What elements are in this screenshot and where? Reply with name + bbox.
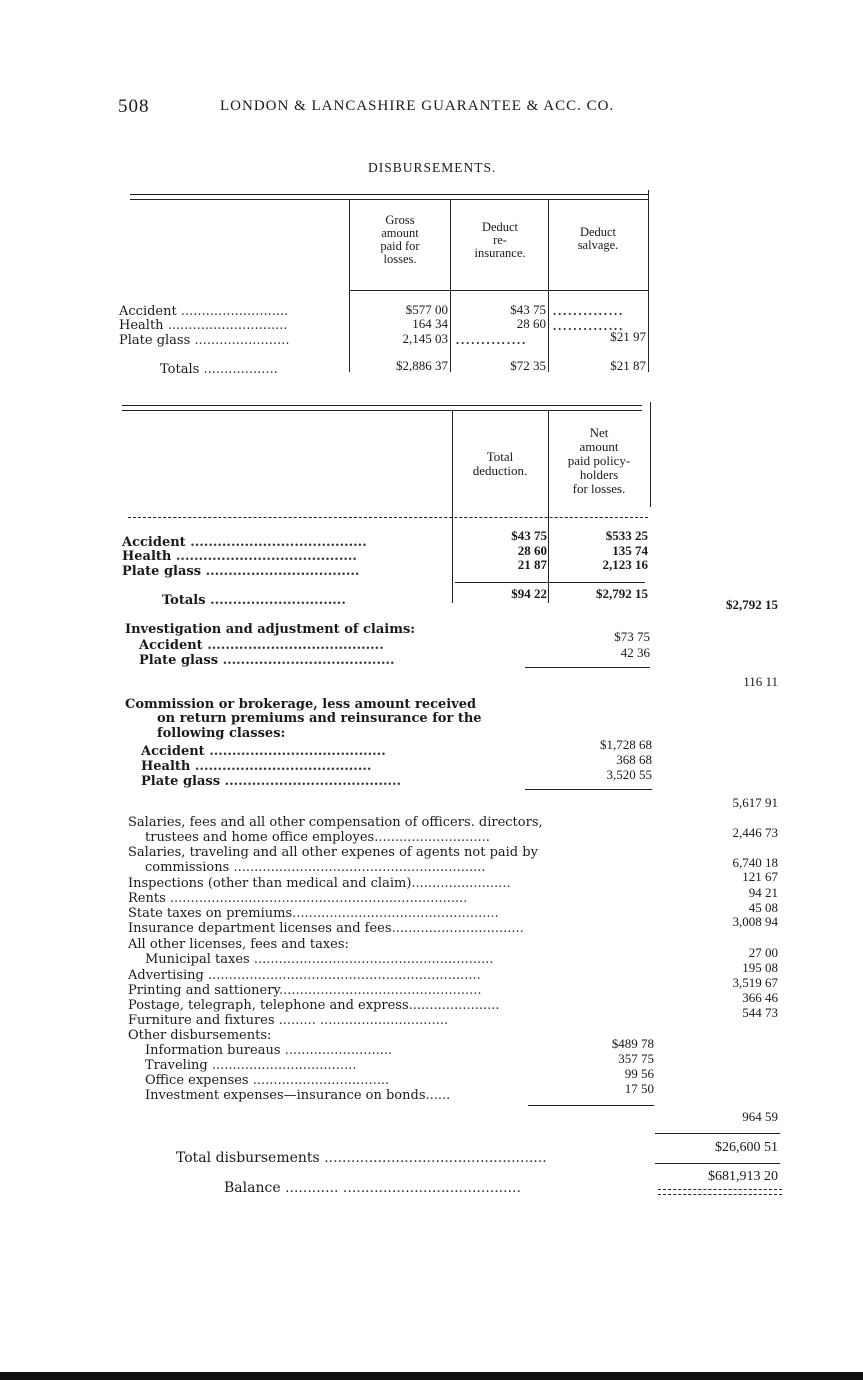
- section-heading: Investigation and adjustment of claims:: [125, 622, 416, 637]
- list-item-amount: $73 75: [614, 629, 650, 644]
- page-number: 508: [118, 96, 150, 117]
- col-salvage-header: Deduct salvage.: [577, 225, 619, 252]
- list-item-amount: 3,519 67: [732, 975, 778, 990]
- row-gross: 2,145 03: [402, 331, 448, 346]
- list-item-amount: 94 21: [748, 885, 778, 900]
- list-item-amount: 121 67: [742, 869, 778, 884]
- list-item: Printing and sattionery.................................................: [128, 983, 482, 998]
- list-item: State taxes on premiums..................................................: [128, 906, 499, 921]
- list-item: Municipal taxes ..........................................................: [145, 952, 494, 967]
- row-label: Accident .......................................: [122, 535, 367, 550]
- list-item-amount: 357 75: [618, 1051, 654, 1066]
- totals-net: $2,792 15: [596, 586, 648, 601]
- list-item-amount: 3,520 55: [606, 767, 652, 782]
- section-heading: following classes:: [157, 726, 286, 741]
- totals-gross: $2,886 37: [396, 358, 448, 373]
- row-label: Plate glass ..................................: [122, 564, 360, 579]
- list-item: Insurance department licenses and fees................................: [128, 921, 524, 936]
- list-item: Rents ........................................................................: [128, 891, 468, 906]
- section-heading: Other disbursements:: [128, 1028, 272, 1043]
- list-item-amount: 368 68: [616, 752, 652, 767]
- row-label: Health ........................................: [122, 549, 357, 564]
- list-item-amount: 2,446 73: [732, 825, 778, 840]
- list-item-amount: 42 36: [620, 645, 650, 660]
- section-total: 964 59: [742, 1109, 778, 1124]
- row-net: 135 74: [612, 543, 648, 558]
- list-item-amount: 45 08: [748, 900, 778, 915]
- list-item: Plate glass ......................................: [139, 653, 395, 668]
- row-salvage-leader: ..............: [552, 300, 624, 319]
- list-item: All other licenses, fees and taxes:: [128, 937, 349, 952]
- row-total: $43 75: [511, 528, 547, 543]
- list-item: Inspections (other than medical and claim)........................: [128, 876, 511, 891]
- list-item: Advertising ..................................................................: [128, 968, 481, 983]
- section-total: 116 11: [743, 674, 778, 689]
- row-reins-leader: ..............: [455, 329, 527, 348]
- balance-label: Balance ............ ........................................: [224, 1180, 521, 1196]
- totals-label: Totals ..............................: [162, 593, 346, 608]
- list-item: Accident .......................................: [139, 638, 384, 653]
- list-item: Plate glass .......................................: [141, 774, 402, 789]
- row-reins: $43 75: [510, 302, 546, 317]
- list-item: Salaries, fees and all other compensation of officers. directors,: [128, 815, 543, 830]
- list-item: Salaries, traveling and all other expenes of agents not paid by: [128, 845, 538, 860]
- list-item: Furniture and fixtures ......... ...............................: [128, 1013, 449, 1028]
- list-item-amount: 366 46: [742, 990, 778, 1005]
- list-item-cont: commissions .............................................................: [145, 860, 486, 875]
- row-gross: 164 34: [412, 316, 448, 331]
- row-salvage-leader: ..............: [552, 315, 624, 334]
- list-item-cont: trustees and home office employes............................: [145, 830, 490, 845]
- list-item: Health .......................................: [141, 759, 372, 774]
- section-heading: on return premiums and reinsurance for the: [157, 711, 482, 726]
- list-item-amount: 99 56: [624, 1066, 654, 1081]
- row-label: Health .............................: [119, 318, 288, 333]
- totals-total: $94 22: [511, 586, 547, 601]
- row-label: Plate glass .......................: [119, 333, 290, 348]
- list-item: Investment expenses—insurance on bonds......: [145, 1088, 451, 1103]
- running-title: LONDON & LANCASHIRE GUARANTEE & ACC. CO.: [220, 98, 615, 114]
- list-item-amount: 27 00: [748, 945, 778, 960]
- list-item-amount: $1,728 68: [600, 737, 652, 752]
- totals-reins: $72 35: [510, 358, 546, 373]
- list-item: Office expenses .................................: [145, 1073, 390, 1088]
- row-label: Accident ..........................: [119, 304, 289, 319]
- row-net: 2,123 16: [602, 557, 648, 572]
- row-total: 28 60: [517, 543, 547, 558]
- row-net: $533 25: [605, 528, 648, 543]
- section-title: DISBURSEMENTS.: [368, 160, 497, 175]
- list-item-amount: 3,008 94: [732, 914, 778, 929]
- col-total-deduction-header: Total deduction.: [472, 449, 528, 478]
- list-item: Information bureaus ..........................: [145, 1043, 393, 1058]
- row-gross: $577 00: [405, 302, 448, 317]
- total-disbursements-label: Total disbursements ..................................................: [176, 1150, 547, 1166]
- list-item-amount: 544 73: [742, 1005, 778, 1020]
- col-gross-header: Gross amount paid for losses.: [380, 213, 420, 266]
- list-item: Postage, telegraph, telephone and express......................: [128, 998, 500, 1013]
- list-item-amount: $489 78: [611, 1036, 654, 1051]
- section-heading: Commission or brokerage, less amount received: [125, 697, 477, 712]
- list-item-amount: 17 50: [624, 1081, 654, 1096]
- list-item-amount: 195 08: [742, 960, 778, 975]
- list-item: Accident .......................................: [141, 744, 386, 759]
- section-total: 5,617 91: [732, 795, 778, 810]
- col-net-amount-header: Net amount paid policy- holders for losses.: [567, 425, 631, 496]
- total-disbursements-amount: $26,600 51: [715, 1140, 778, 1155]
- scan-edge: [0, 1372, 863, 1380]
- row-reins: 28 60: [516, 316, 546, 331]
- totals-label: Totals ..................: [160, 362, 278, 377]
- list-item: Traveling ...................................: [145, 1058, 357, 1073]
- row-total: 21 87: [517, 557, 547, 572]
- list-item-amount: 6,740 18: [732, 855, 778, 870]
- totals-carried: $2,792 15: [726, 597, 778, 612]
- col-reinsurance-header: Deduct re- insurance.: [474, 220, 526, 260]
- totals-salvage: $21 87: [610, 358, 646, 373]
- balance-amount: $681,913 20: [708, 1169, 778, 1184]
- row-salvage: $21 97: [610, 329, 646, 344]
